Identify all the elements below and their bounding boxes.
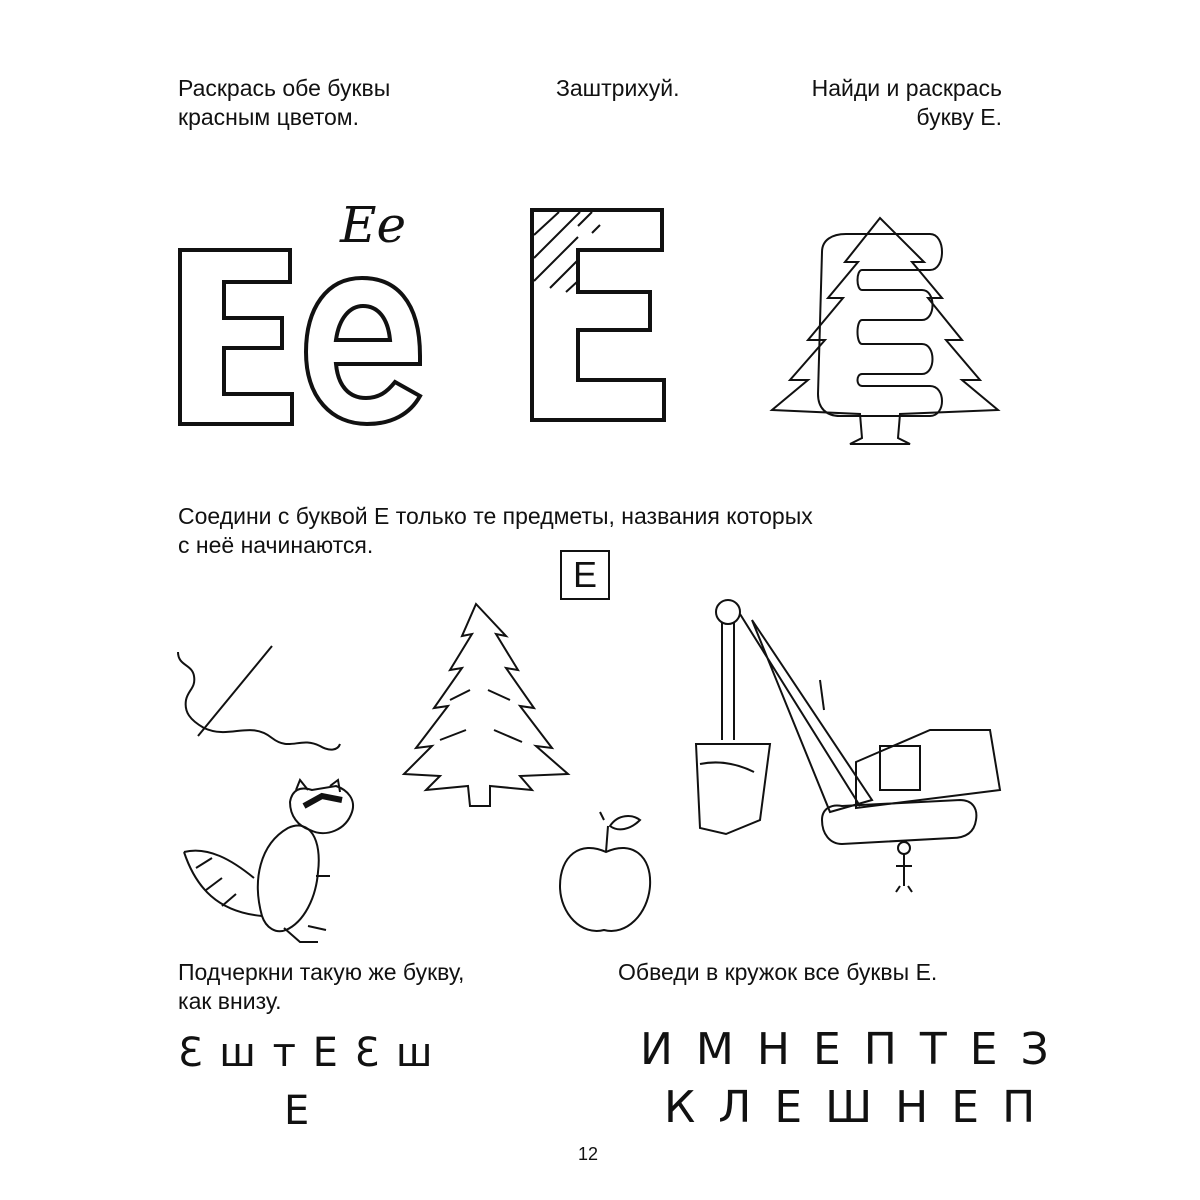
instruction-line: как внизу. bbox=[178, 988, 282, 1014]
instruction-line: Раскрась обе буквы bbox=[178, 75, 391, 101]
circle-letter-row-2: КЛЕШНЕП bbox=[664, 1082, 1059, 1133]
instruction-circle: Обведи в кружок все буквы Е. bbox=[618, 959, 938, 985]
instruction-line: Подчеркни такую же букву, bbox=[178, 959, 465, 985]
script-ee: Ee bbox=[340, 196, 407, 254]
underline-target-letter: Е bbox=[284, 1088, 312, 1134]
instruction-underline bbox=[178, 958, 464, 1016]
instruction-line: красным цветом. bbox=[178, 104, 360, 130]
instruction-hatch: Заштрихуй. bbox=[556, 75, 680, 101]
instruction-line: Соедини с буквой Е только те предметы, названия которых bbox=[178, 503, 813, 529]
underline-letter-row: Ɛ ш т Е Ɛ ш bbox=[178, 1030, 435, 1076]
page-number: 12 bbox=[578, 1144, 599, 1164]
instruction-line: с неё начинаются. bbox=[178, 532, 374, 558]
instruction-line: букву Е. bbox=[916, 104, 1002, 130]
instruction-line: Найди и раскрась bbox=[811, 75, 1002, 101]
circle-letter-row-1: ИМНЕПТЕЗ bbox=[640, 1024, 1072, 1075]
letter-e-box: Е bbox=[560, 550, 610, 600]
